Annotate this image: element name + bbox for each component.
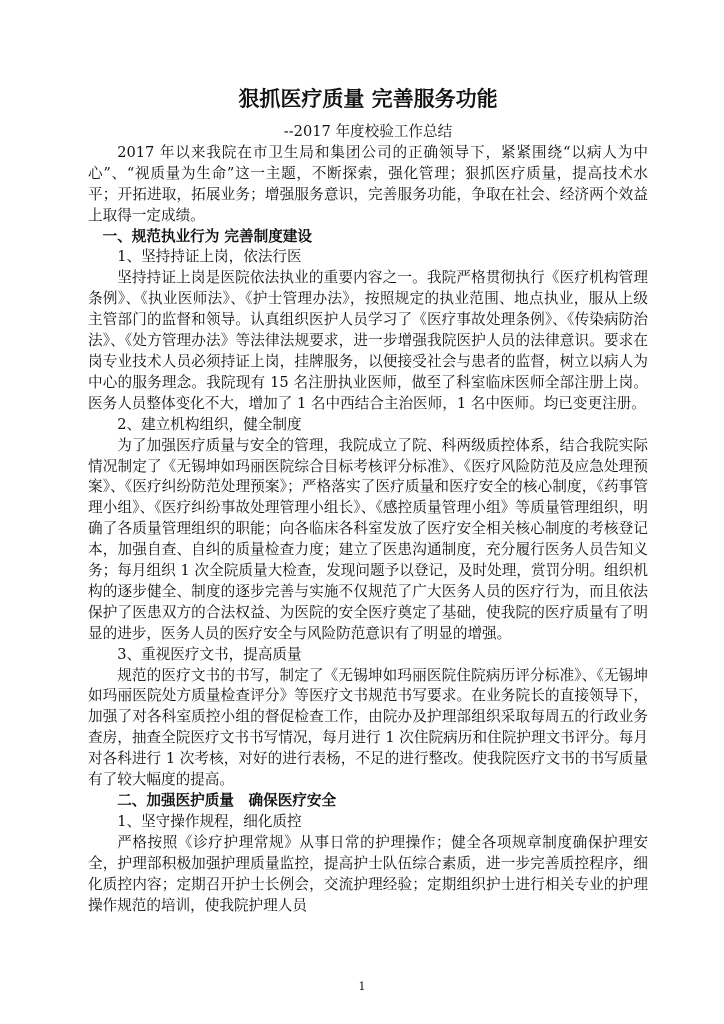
document-title: 狠抓医疗质量 完善服务功能 bbox=[238, 86, 498, 111]
section1-sub3-heading: 3、重视医疗文书，提高质量 bbox=[117, 645, 302, 663]
section2-sub1-paragraph: 严格按照《诊疗护理常规》从事日常的护理操作；健全各项规章制度确保护理安全，护理部积极加强护理质量监控，提高护士队伍综合素质，进一步完善质控程序，细化质控内容；定期召开护士长例会，交流护理经验；定期组织护士进行相关专业的护理操作规范的培训，使我院护理人员 bbox=[88, 833, 648, 914]
section1-sub2-heading: 2、建立机构组织，健全制度 bbox=[117, 415, 302, 433]
section2-heading: 二、加强医护质量 确保医疗安全 bbox=[117, 792, 337, 809]
section1-sub1-paragraph: 坚持持证上岗是医院依法执业的重要内容之一。我院严格贯彻执行《医疗机构管理条例》、《执业医师法》、《护士管理办法》，按照规定的执业范围、地点执业，服从上级主管部门的监督和领导。认真组织医护人员学习了《医疗事故处理条例》、《传染病防治法》、《处方管理办法》等法律法规要求，进一步增强我院医护人员的法律意识。要求在岗专业技术人员必须持证上岗，挂牌服务，以便接受社会与患者的监督，树立以病人为中心的服务理念。我院现有 15 名注册执业医师，做至了科室临床医师全部注册上岗。医务人员整体变化不大，增加了 1 名中西结合主治医师，1 名中医师。均已变更注册。 bbox=[88, 269, 648, 412]
document-page bbox=[88, 86, 648, 916]
section1-sub1-heading: 1、坚持持证上岗，依法行医 bbox=[117, 248, 302, 266]
section1-heading: 一、规范执业行为 完善制度建设 bbox=[102, 227, 312, 245]
document-subtitle: --2017 年度校验工作总结 bbox=[283, 123, 453, 140]
section1-sub2-paragraph: 为了加强医疗质量与安全的管理，我院成立了院、科两级质控体系，结合我院实际情况制定了《无锡坤如玛丽医院综合目标考核评分标准》、《医疗风险防范及应急处理预案》、《医疗纠纷防范处理预案》；严格落实了医疗质量和医疗安全的核心制度，《药事管理小组》、《医疗纠纷事故处理管理小组长》、《感控质量管理小组》等质量管理组织，明确了各质量管理组织的职能；向各临床各科室发放了医疗安全相关核心制度的考核登记本，加强自查、自纠的质量检查力度；建立了医患沟通制度，充分履行医务人员告知义务；每月组织 1 次全院质量大检查，发现问题予以登记，及时处理，赏罚分明。组织机构的逐步健全、制度的逐步完善与实施不仅规范了广大医务人员的医疗行为，而且依法保护了医患双方的合法权益、为医院的安全医疗奠定了基础，使我院的医疗质量有了明显的进步，医务人员的医疗安全与风险防范意识有了明显的增强。 bbox=[88, 436, 648, 642]
page-number: 1 bbox=[358, 980, 366, 993]
section1-sub3-paragraph: 规范的医疗文书的书写，制定了《无锡坤如玛丽医院住院病历评分标准》、《无锡坤如玛丽医院处方质量检查评分》等医疗文书规范书写要求。在业务院长的直接领导下，加强了对各科室质控小组的督促检查工作，由院办及护理部组织采取每周五的行政业务查房，抽查全院医疗文书书写情况，每月进行 1 次住院病历和住院护理文书评分。每月对各科进行 1 次考核，对好的进行表杨，不足的进行整改。使我院医疗文书的书写质量有了较大幅度的提高。 bbox=[88, 666, 648, 789]
section2-sub1-heading: 1、坚守操作规程，细化质控 bbox=[117, 812, 302, 830]
intro-paragraph: 2017 年以来我院在市卫生局和集团公司的正确领导下，紧紧围绕“以病人为中心”、“视质量为生命”这一主题，不断探索，强化管理；狠抓医疗质量，提高技术水平；开拓进取，拓展业务；增强服务意识，完善服务功能，争取在社会、经济两个效益上取得一定成绩。 bbox=[88, 143, 648, 224]
